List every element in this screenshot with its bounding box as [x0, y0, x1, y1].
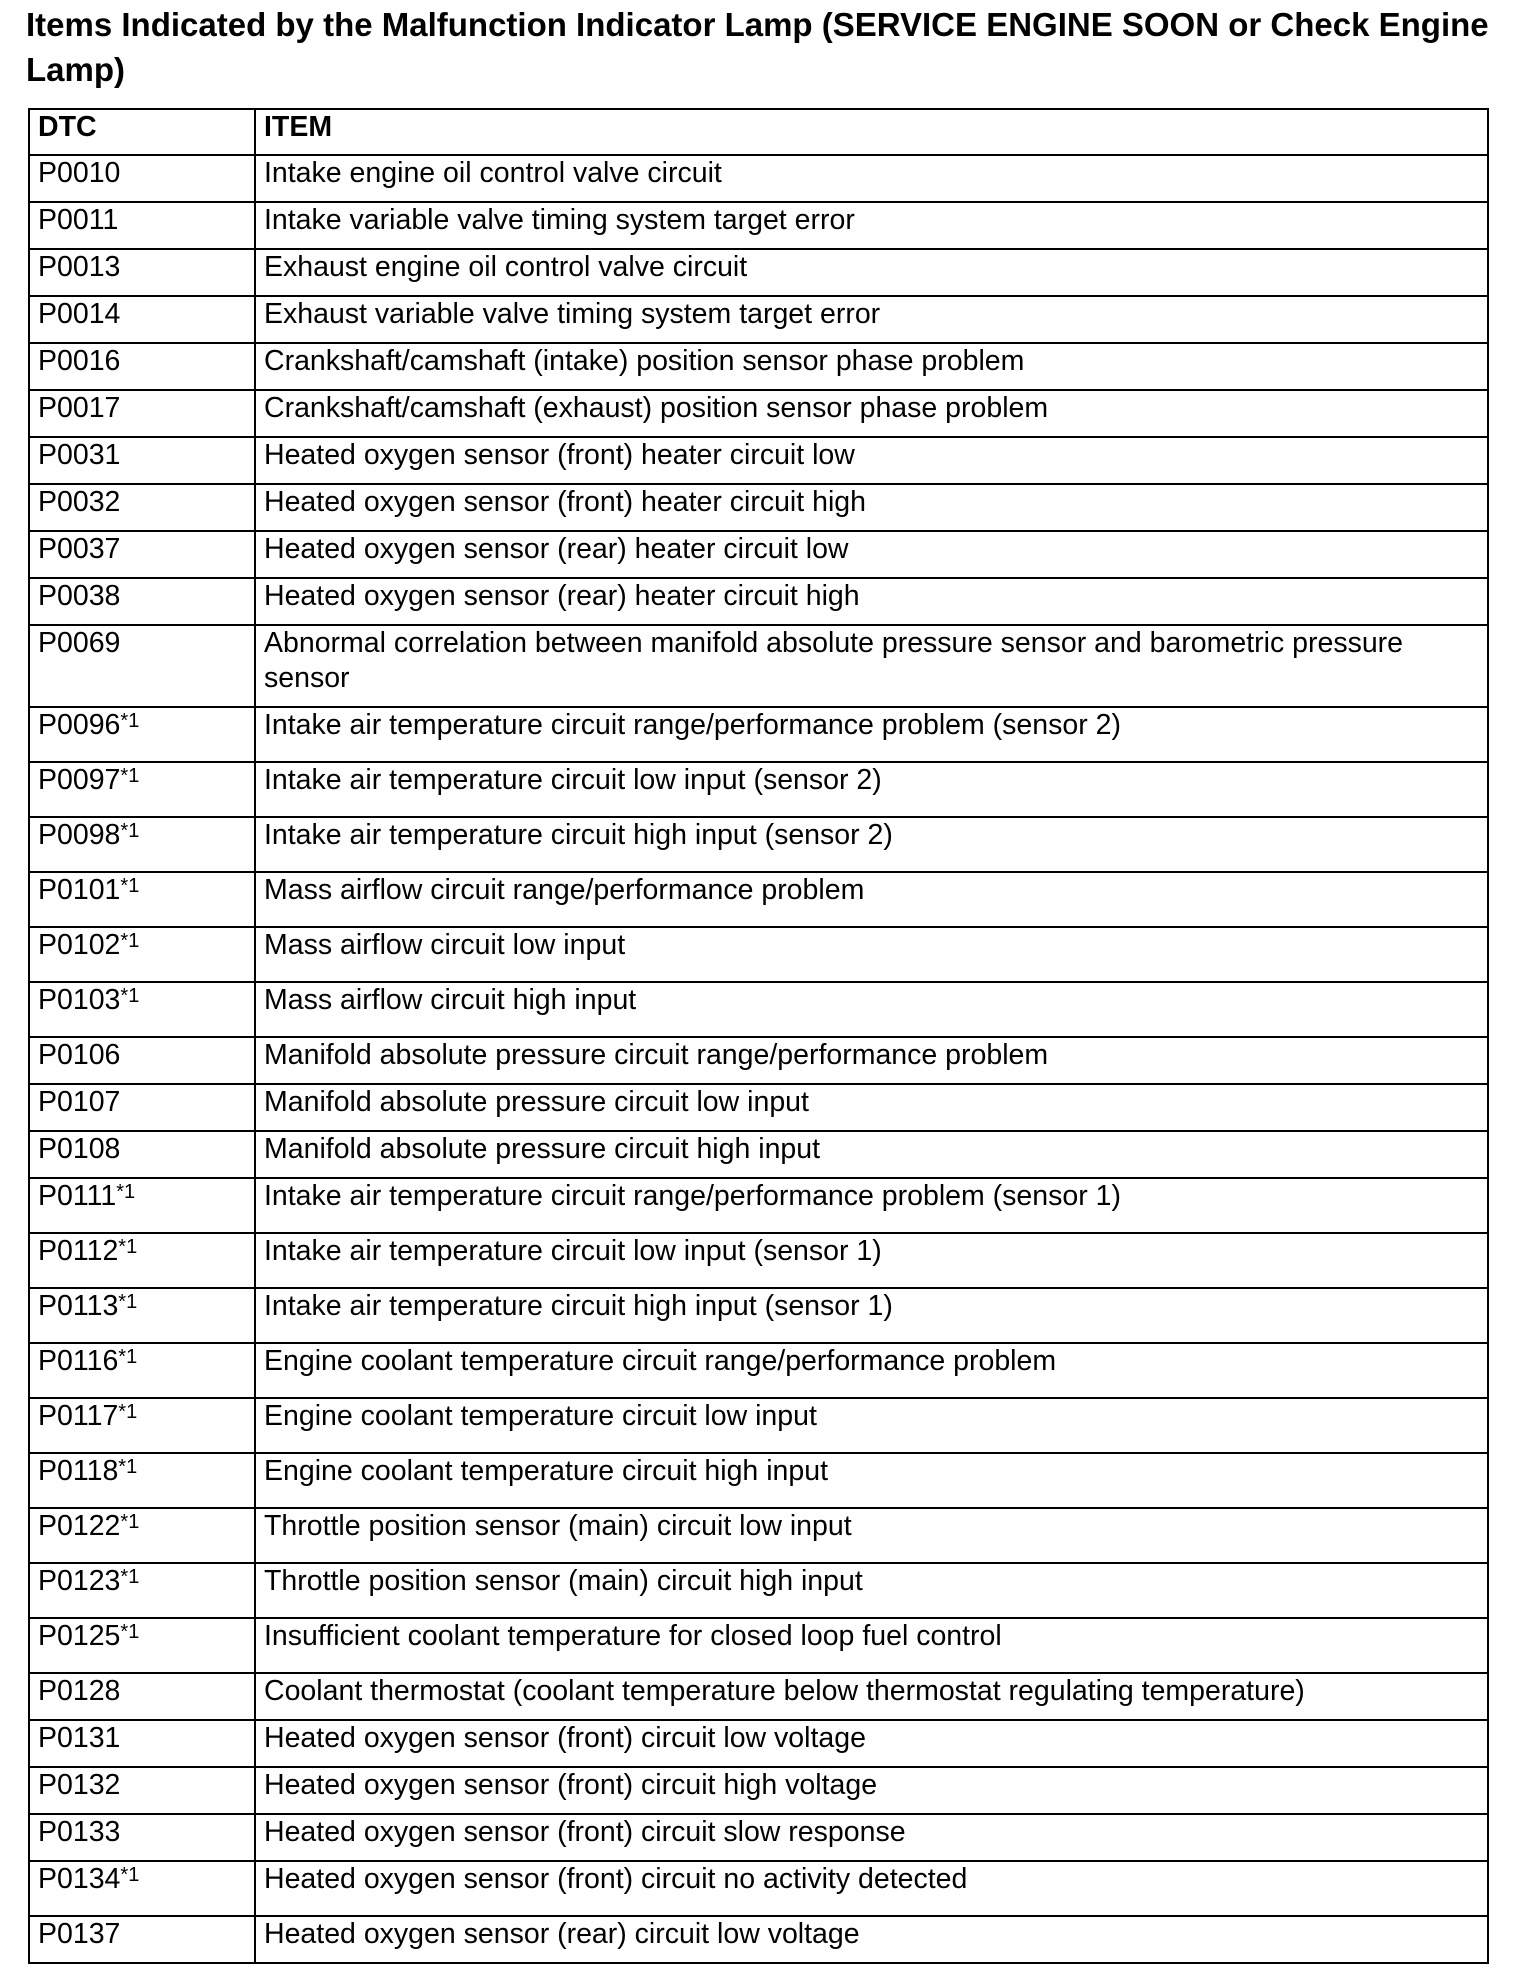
dtc-code: P0134 [38, 1863, 121, 1895]
item-description-cell: Intake air temperature circuit low input (sensor 2) [255, 762, 1488, 817]
table-row [29, 1916, 1488, 1963]
item-description-cell: Heated oxygen sensor (front) circuit low voltage [255, 1720, 1488, 1767]
item-description-cell: Intake air temperature circuit low input (sensor 1) [255, 1233, 1488, 1288]
dtc-code: P0103 [38, 984, 121, 1016]
item-description-cell: Intake air temperature circuit high input (sensor 1) [255, 1288, 1488, 1343]
item-description-cell: Heated oxygen sensor (front) circuit no activity detected [255, 1861, 1488, 1916]
dtc-code-cell [29, 1343, 255, 1398]
dtc-code-cell [29, 982, 255, 1037]
table-row [29, 1767, 1488, 1814]
dtc-code: P0069 [38, 627, 121, 659]
dtc-code-cell [29, 1453, 255, 1508]
dtc-code: P0112 [38, 1235, 119, 1267]
table-row [29, 1288, 1488, 1343]
item-description-cell: Heated oxygen sensor (front) heater circuit high [255, 484, 1488, 531]
item-description-cell: Throttle position sensor (main) circuit low input [255, 1508, 1488, 1563]
table-row [29, 343, 1488, 390]
dtc-code-cell [29, 1673, 255, 1720]
dtc-code-cell [29, 1233, 255, 1288]
dtc-code: P0011 [38, 204, 119, 236]
item-description-cell: Heated oxygen sensor (front) circuit slow response [255, 1814, 1488, 1861]
dtc-code-cell [29, 1084, 255, 1131]
footnote-marker: *1 [120, 765, 140, 787]
table-row [29, 1453, 1488, 1508]
item-description-cell: Heated oxygen sensor (rear) circuit low voltage [255, 1916, 1488, 1963]
dtc-code: P0097 [38, 764, 121, 796]
dtc-code: P0132 [38, 1769, 121, 1801]
dtc-code-cell [29, 1814, 255, 1861]
item-description-cell: Intake air temperature circuit range/performance problem (sensor 2) [255, 707, 1488, 762]
dtc-code-cell [29, 1131, 255, 1178]
dtc-code: P0096 [38, 709, 121, 741]
footnote-marker: *1 [120, 1511, 140, 1533]
dtc-code-cell [29, 1508, 255, 1563]
page-title: Items Indicated by the Malfunction Indicator Lamp (SERVICE ENGINE SOON or Check Engine Lamp) [26, 6, 1489, 88]
item-description-cell: Exhaust variable valve timing system target error [255, 296, 1488, 343]
dtc-code: P0122 [38, 1510, 121, 1542]
dtc-code-cell [29, 531, 255, 578]
table-row [29, 1084, 1488, 1131]
item-description-cell: Heated oxygen sensor (front) heater circuit low [255, 437, 1488, 484]
dtc-code-cell [29, 578, 255, 625]
dtc-code: P0106 [38, 1039, 121, 1071]
item-description-cell: Abnormal correlation between manifold absolute pressure sensor and barometric pressure sensor [255, 625, 1488, 707]
dtc-code-cell [29, 249, 255, 296]
item-description-cell: Coolant thermostat (coolant temperature below thermostat regulating temperature) [255, 1673, 1488, 1720]
table-row [29, 1343, 1488, 1398]
dtc-code: P0101 [38, 874, 121, 906]
dtc-code: P0117 [38, 1400, 119, 1432]
dtc-table [28, 108, 1489, 1964]
dtc-code-cell [29, 390, 255, 437]
dtc-code: P0107 [38, 1086, 121, 1118]
item-description-cell: Heated oxygen sensor (front) circuit high voltage [255, 1767, 1488, 1814]
footnote-marker: *1 [118, 1291, 138, 1313]
table-row [29, 155, 1488, 202]
dtc-code-cell [29, 202, 255, 249]
table-row [29, 1673, 1488, 1720]
dtc-code-cell [29, 1916, 255, 1963]
table-row [29, 1563, 1488, 1618]
dtc-code: P0125 [38, 1620, 121, 1652]
dtc-code-cell [29, 343, 255, 390]
table-row [29, 202, 1488, 249]
item-description-cell: Manifold absolute pressure circuit high input [255, 1131, 1488, 1178]
dtc-code: P0137 [38, 1918, 121, 1950]
dtc-code-cell [29, 1178, 255, 1233]
dtc-code: P0131 [38, 1722, 121, 1754]
footnote-marker: *1 [120, 985, 140, 1007]
table-row [29, 1508, 1488, 1563]
item-description-cell: Engine coolant temperature circuit low input [255, 1398, 1488, 1453]
dtc-code: P0017 [38, 392, 121, 424]
dtc-table-body [29, 155, 1488, 1963]
dtc-code: P0128 [38, 1675, 121, 1707]
table-row [29, 762, 1488, 817]
dtc-code-cell [29, 1618, 255, 1673]
table-row [29, 1618, 1488, 1673]
item-description-cell: Intake air temperature circuit range/performance problem (sensor 1) [255, 1178, 1488, 1233]
dtc-code: P0118 [38, 1455, 119, 1487]
footnote-marker: *1 [120, 820, 140, 842]
table-row [29, 1233, 1488, 1288]
item-description-cell: Manifold absolute pressure circuit range/performance problem [255, 1037, 1488, 1084]
dtc-code-cell [29, 762, 255, 817]
item-description-cell: Exhaust engine oil control valve circuit [255, 249, 1488, 296]
item-description-cell: Engine coolant temperature circuit range/performance problem [255, 1343, 1488, 1398]
footnote-marker: *1 [120, 1864, 140, 1886]
dtc-code: P0038 [38, 580, 121, 612]
dtc-code-cell [29, 707, 255, 762]
dtc-code-cell [29, 1563, 255, 1618]
table-row [29, 531, 1488, 578]
table-row [29, 927, 1488, 982]
item-description-cell: Intake variable valve timing system target error [255, 202, 1488, 249]
table-row [29, 484, 1488, 531]
table-row [29, 1861, 1488, 1916]
dtc-code: P0113 [38, 1290, 119, 1322]
dtc-code: P0010 [38, 157, 121, 189]
table-row [29, 1131, 1488, 1178]
item-column-header: ITEM [255, 109, 1488, 155]
table-row [29, 1178, 1488, 1233]
dtc-code-cell [29, 484, 255, 531]
item-description-cell: Mass airflow circuit low input [255, 927, 1488, 982]
dtc-code-cell [29, 817, 255, 872]
table-header-row [29, 109, 1488, 155]
item-description-cell: Engine coolant temperature circuit high input [255, 1453, 1488, 1508]
dtc-code-cell [29, 625, 255, 707]
footnote-marker: *1 [118, 1456, 138, 1478]
dtc-code: P0016 [38, 345, 121, 377]
footnote-marker: *1 [120, 1566, 140, 1588]
table-row [29, 1037, 1488, 1084]
dtc-code-cell [29, 1767, 255, 1814]
item-description-cell: Mass airflow circuit high input [255, 982, 1488, 1037]
table-row [29, 982, 1488, 1037]
item-description-cell: Crankshaft/camshaft (exhaust) position sensor phase problem [255, 390, 1488, 437]
dtc-code: P0098 [38, 819, 121, 851]
dtc-code: P0111 [38, 1180, 117, 1212]
dtc-code-cell [29, 1288, 255, 1343]
dtc-code-cell [29, 437, 255, 484]
dtc-code-cell [29, 1037, 255, 1084]
item-description-cell: Heated oxygen sensor (rear) heater circuit low [255, 531, 1488, 578]
item-description-cell: Insufficient coolant temperature for closed loop fuel control [255, 1618, 1488, 1673]
dtc-code-cell [29, 1398, 255, 1453]
footnote-marker: *1 [120, 930, 140, 952]
item-description-cell: Throttle position sensor (main) circuit high input [255, 1563, 1488, 1618]
dtc-code-cell [29, 927, 255, 982]
footnote-marker: *1 [118, 1346, 138, 1368]
footnote-marker: *1 [120, 1621, 140, 1643]
dtc-code: P0116 [38, 1345, 119, 1377]
item-description-cell: Intake air temperature circuit high input (sensor 2) [255, 817, 1488, 872]
dtc-code-cell [29, 1720, 255, 1767]
dtc-code-cell [29, 1861, 255, 1916]
dtc-code-cell [29, 155, 255, 202]
footnote-marker: *1 [116, 1181, 136, 1203]
dtc-code-cell [29, 872, 255, 927]
item-description-cell: Intake engine oil control valve circuit [255, 155, 1488, 202]
table-row [29, 707, 1488, 762]
dtc-code-cell [29, 296, 255, 343]
dtc-code: P0133 [38, 1816, 121, 1848]
table-row [29, 578, 1488, 625]
dtc-column-header: DTC [29, 109, 255, 155]
table-row [29, 625, 1488, 707]
table-row [29, 1720, 1488, 1767]
table-row [29, 296, 1488, 343]
footnote-marker: *1 [120, 710, 140, 732]
dtc-code: P0123 [38, 1565, 121, 1597]
table-row [29, 390, 1488, 437]
table-row [29, 1398, 1488, 1453]
table-row [29, 249, 1488, 296]
table-row [29, 872, 1488, 927]
table-row [29, 1814, 1488, 1861]
dtc-code: P0031 [38, 439, 121, 471]
footnote-marker: *1 [120, 875, 140, 897]
item-description-cell: Mass airflow circuit range/performance problem [255, 872, 1488, 927]
dtc-code: P0032 [38, 486, 121, 518]
item-description-cell: Heated oxygen sensor (rear) heater circuit high [255, 578, 1488, 625]
item-description-cell: Manifold absolute pressure circuit low input [255, 1084, 1488, 1131]
footnote-marker: *1 [118, 1236, 138, 1258]
dtc-code: P0037 [38, 533, 121, 565]
footnote-marker: *1 [118, 1401, 138, 1423]
dtc-code: P0014 [38, 298, 121, 330]
item-description-cell: Crankshaft/camshaft (intake) position sensor phase problem [255, 343, 1488, 390]
table-row [29, 817, 1488, 872]
dtc-code: P0013 [38, 251, 121, 283]
table-row [29, 437, 1488, 484]
dtc-code: P0102 [38, 929, 121, 961]
dtc-code: P0108 [38, 1133, 121, 1165]
